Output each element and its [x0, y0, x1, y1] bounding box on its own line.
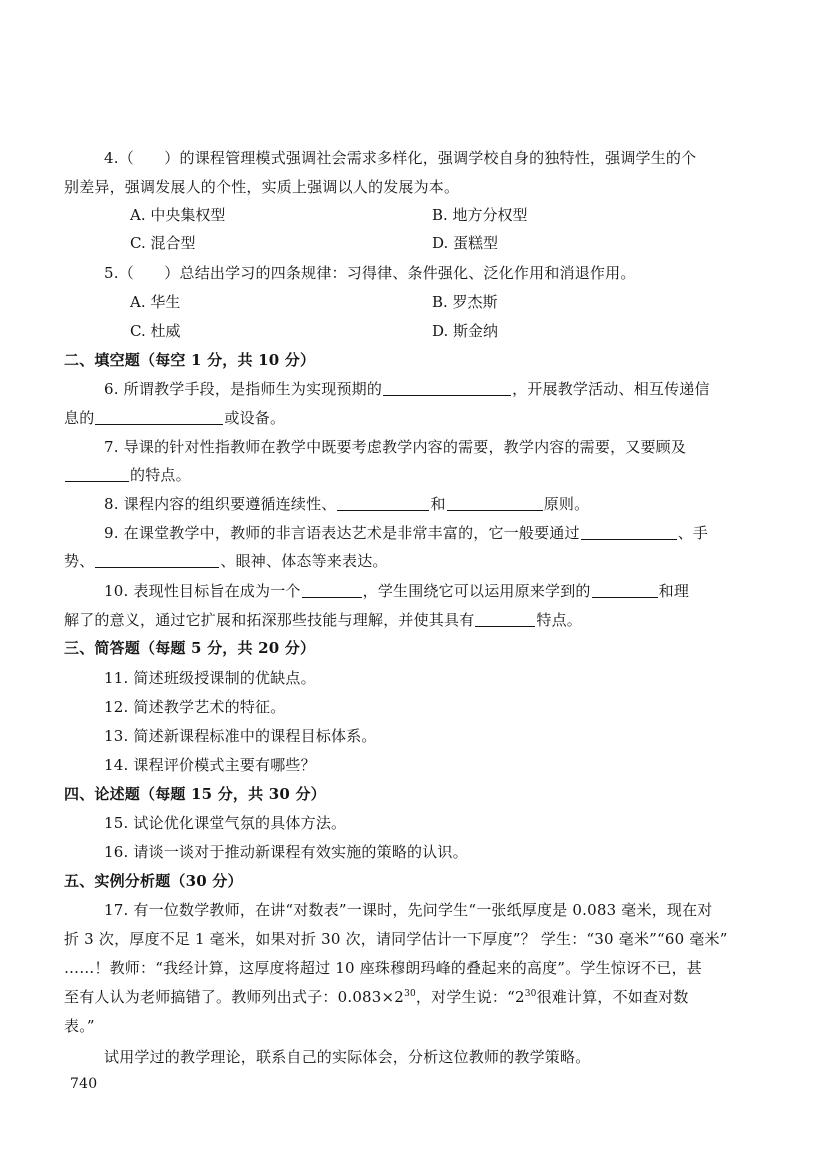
q10-line2: [64, 609, 582, 631]
page-number: 740: [70, 1076, 98, 1092]
q4-option-a: A. 中央集权型: [130, 206, 226, 224]
answer-blank: [592, 583, 658, 598]
q11: 11. 简述班级授课制的优缺点。: [104, 669, 316, 687]
q9-text-4: 、眼神、体态等来表达。: [220, 552, 388, 570]
q10-text-1: 10. 表现性目标旨在成为一个: [104, 582, 301, 600]
q17-text-4a: 至有人认为老师搞错了。教师列出式子：0.083×2: [64, 988, 405, 1006]
section-heading-essay: 四、论述题（每题 15 分，共 30 分）: [64, 785, 326, 803]
q8-text-2: 和: [430, 495, 446, 513]
q15: 15. 试论优化课堂气氛的具体方法。: [104, 814, 347, 832]
answer-blank: [447, 496, 543, 511]
q7-line2: [64, 464, 191, 486]
q16: 16. 请谈一谈对于推动新课程有效实施的策略的认识。: [104, 843, 468, 861]
q9-line2: [64, 550, 388, 572]
q6-line1: [104, 378, 710, 400]
answer-blank: [95, 553, 219, 568]
q7-line1: 7. 导课的针对性指教师在教学中既要考虑教学内容的需要，教学内容的需要，又要顾及: [104, 438, 687, 456]
q10-text-2: ，学生围绕它可以运用原来学到的: [362, 582, 591, 600]
q10-text-3: 和理: [658, 582, 690, 600]
q17-line4: [64, 986, 689, 1008]
q17-line3: ……！教师：“我经计算，这厚度将超过 10 座珠穆朗玛峰的叠起来的高度”。学生惊讶不已，甚: [64, 959, 702, 977]
q6-line2: [64, 407, 285, 429]
q5-option-a: A. 华生: [130, 293, 181, 311]
q12: 12. 简述教学艺术的特征。: [104, 698, 286, 716]
q4-line1: 4.（ ）的课程管理模式强调社会需求多样化，强调学校自身的独特性，强调学生的个: [104, 149, 697, 167]
exponent: 30: [404, 989, 416, 999]
q5-option-c: C. 杜威: [130, 322, 181, 340]
q5-option-d: D. 斯金纳: [432, 322, 499, 340]
q10-text-4: 解了的意义，通过它扩展和拓深那些技能与理解，并使其具有: [64, 611, 475, 629]
answer-blank: [475, 612, 535, 627]
q7-text-2: 的特点。: [130, 466, 191, 484]
q6-text-4: 或设备。: [224, 409, 286, 427]
q6-text-2: ，开展教学活动、相互传递信: [512, 380, 710, 398]
q8-line: [104, 493, 589, 515]
q9-text-2: 、手: [677, 524, 709, 542]
section-heading-fill-in: 二、填空题（每空 1 分，共 10 分）: [64, 351, 316, 369]
answer-blank: [337, 496, 429, 511]
q4-option-b: B. 地方分权型: [432, 206, 528, 224]
q4-option-d: D. 蛋糕型: [432, 234, 499, 252]
q13: 13. 简述新课程标准中的课程目标体系。: [104, 727, 377, 745]
q4-line2: 别差异，强调发展人的个性，实质上强调以人的发展为本。: [64, 178, 460, 196]
answer-blank: [302, 583, 362, 598]
q6-text-1: 6. 所谓教学手段，是指师生为实现预期的: [104, 380, 383, 398]
answer-blank: [581, 525, 677, 540]
q10-line1: [104, 580, 689, 602]
section-heading-short-answer: 三、简答题（每题 5 分，共 20 分）: [64, 639, 316, 657]
q10-text-5: 特点。: [536, 611, 583, 629]
exponent: 30: [524, 989, 537, 999]
q17-text-4c: 很难计算，不如查对数: [536, 988, 689, 1006]
section-heading-case-analysis: 五、实例分析题（30 分）: [64, 872, 243, 890]
q17-line2: 折 3 次，厚度不足 1 毫米，如果对折 30 次，请同学估计一下厚度”？ 学生：“30 毫米”“60 毫米”: [64, 930, 728, 948]
q9-text-1: 9. 在课堂教学中，教师的非言语表达艺术是非常丰富的，它一般要通过: [104, 524, 580, 542]
q14: 14. 课程评价模式主要有哪些？: [104, 756, 316, 774]
q17-line1: 17. 有一位数学教师，在讲“对数表”一课时，先问学生“一张纸厚度是 0.083 毫米，现在对: [104, 901, 713, 919]
answer-blank: [95, 410, 223, 425]
q4-option-c: C. 混合型: [130, 234, 196, 252]
q8-text-1: 8. 课程内容的组织要遵循连续性、: [104, 495, 337, 513]
answer-blank: [383, 381, 511, 396]
q17-line5: 表。”: [64, 1017, 95, 1035]
answer-blank: [65, 467, 129, 482]
q9-line1: [104, 522, 708, 544]
q17-task: 试用学过的教学理论，联系自己的实际体会，分析这位教师的教学策略。: [104, 1048, 591, 1066]
q6-text-3: 息的: [64, 409, 95, 427]
q5-line1: 5.（ ）总结出学习的四条规律：习得律、条件强化、泛化作用和消退作用。: [104, 264, 636, 282]
q9-text-3: 势、: [64, 552, 95, 570]
q8-text-3: 原则。: [543, 495, 590, 513]
q17-text-4b: ，对学生说：“2: [415, 988, 525, 1006]
q5-option-b: B. 罗杰斯: [432, 293, 498, 311]
